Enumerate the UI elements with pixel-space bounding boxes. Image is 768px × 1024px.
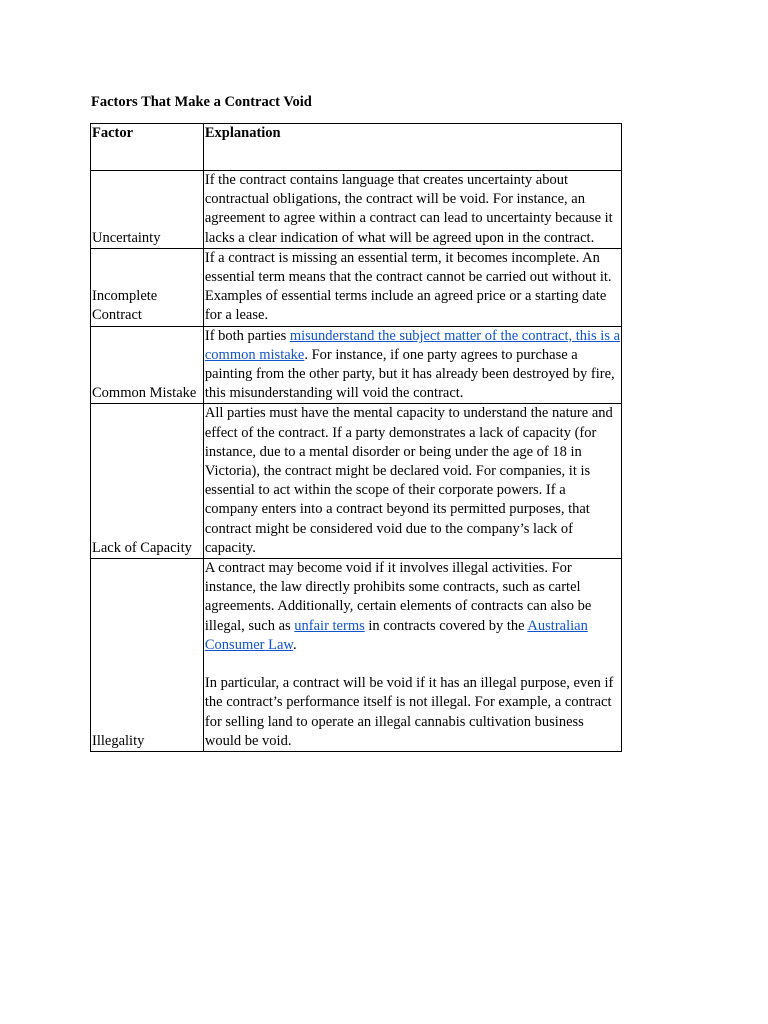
table-row	[91, 404, 622, 559]
column-header-explanation: Explanation	[203, 124, 621, 171]
australian-consumer-law-link[interactable]: Australian Consumer Law	[204, 617, 588, 653]
common-mistake-link[interactable]: misunderstand the subject matter of the contract, this is a common mistake	[204, 327, 621, 363]
explanation-text-segment: .	[292, 636, 297, 653]
explanation-text: If the contract contains language that creates uncertainty about contractual obligations, the contract will be void. For instance, an agreement to agree within a contract can lead to uncertainty because it lacks a clear indication of what will be agreed upon in the contract.	[204, 172, 613, 246]
explanation-text-segment: A contract may become void if it involves illegal activities. For instance, the law directly prohibits some contracts, such as cartel agreements. Additionally, certain elements of contracts can also be illegal, such as	[204, 560, 592, 634]
explanation-cell	[203, 326, 621, 404]
factor-cell: Uncertainty	[91, 171, 204, 249]
factor-cell: Common Mistake	[91, 326, 204, 404]
table-row	[91, 248, 622, 326]
table-header-row	[91, 124, 622, 171]
factor-cell: Incomplete Contract	[91, 248, 204, 326]
factor-cell: Illegality	[91, 559, 204, 752]
explanation-cell	[203, 559, 621, 752]
factors-table	[90, 123, 622, 752]
page-title: Factors That Make a Contract Void	[91, 94, 312, 110]
explanation-cell	[203, 248, 621, 326]
table-row	[91, 326, 622, 404]
explanation-paragraph	[205, 559, 621, 655]
table-row	[91, 171, 622, 249]
explanation-cell	[203, 171, 621, 249]
explanation-text: All parties must have the mental capacity to understand the nature and effect of the contract. If a party demonstrates a lack of capacity (for instance, due to a mental disorder or being under the age of 18 in Victoria), the contract might be declared void. For companies, it is essential to act within the scope of their corporate powers. If a company enters into a contract beyond its permitted purposes, that contract might be considered void due to the company’s lack of capacity.	[204, 405, 613, 556]
table-row	[91, 559, 622, 752]
explanation-text-segment: in contracts covered by the	[364, 617, 528, 634]
explanation-text-segment: . For instance, if one party agrees to purchase a painting from the other party, but it has already been destroyed by fire, this misunderstanding will void the contract.	[204, 346, 615, 402]
explanation-text	[205, 327, 621, 404]
explanation-paragraph: In particular, a contract will be void if it has an illegal purpose, even if the contract’s performance itself is not illegal. For example, a contract for selling land to operate an illegal cannabis cultivation business would be void.	[204, 675, 614, 749]
unfair-terms-link[interactable]: unfair terms	[294, 617, 365, 634]
factor-cell: Lack of Capacity	[91, 404, 204, 559]
explanation-cell	[203, 404, 621, 559]
explanation-text-segment: If both parties	[204, 327, 290, 344]
explanation-text: If a contract is missing an essential term, it becomes incomplete. An essential term means that the contract cannot be carried out without it. Examples of essential terms include an agreed price or a starting date for a lease.	[204, 249, 612, 324]
column-header-factor: Factor	[91, 124, 204, 171]
